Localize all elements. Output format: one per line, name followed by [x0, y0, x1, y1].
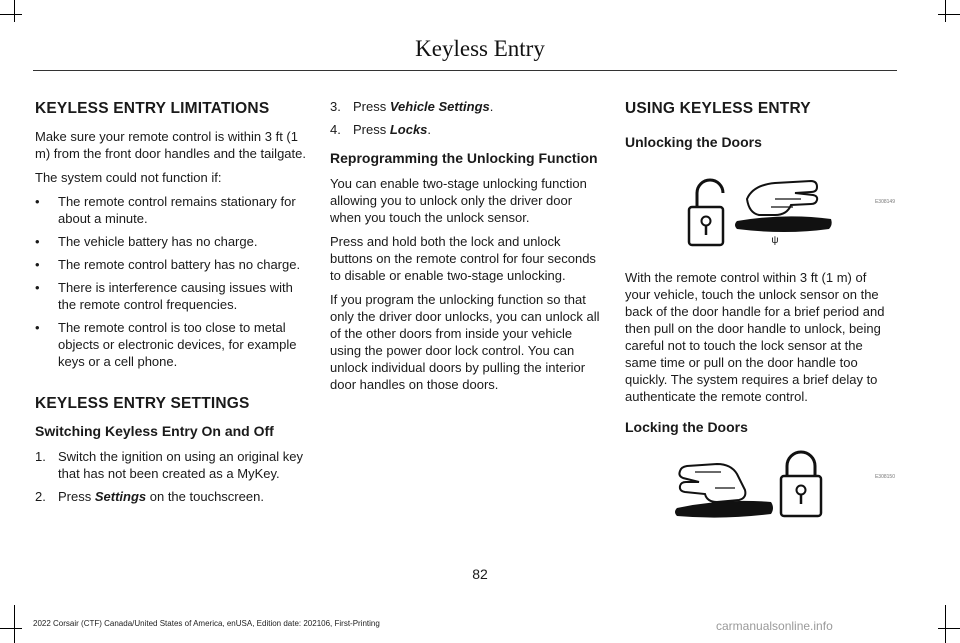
svg-text:ψ: ψ [771, 235, 779, 246]
heading-using-keyless-entry: USING KEYLESS ENTRY [625, 100, 811, 117]
paragraph-press-hold: Press and hold both the lock and unlock buttons on the remote control for four seconds to disable or enable two-stage unlocking. [330, 234, 596, 283]
step-text: Press [353, 122, 390, 137]
step-item [330, 98, 602, 115]
crop-mark [14, 605, 15, 643]
list-item [35, 256, 307, 273]
step-number: 1. [35, 449, 46, 464]
watermark: carmanualsonline.info [716, 619, 833, 633]
unlock-hand-icon [625, 159, 895, 259]
crop-mark [938, 628, 960, 629]
bullet-marker: • [35, 257, 40, 272]
paragraph-program-unlocking: If you program the unlocking function so that only the driver door unlocks, you can unlock all of the other doors from inside your vehicle using the power door lock control. You can unlock individual doors by pulling the interior door handles on those doors. [330, 292, 600, 392]
step-text: Press [353, 99, 390, 114]
column-middle [330, 96, 602, 400]
edition-footer: 2022 Corsair (CTF) Canada/United States of America, enUSA, Edition date: 202106, First-Printing [33, 619, 380, 628]
step-text-after: . [427, 122, 432, 137]
heading-keyless-entry-settings: KEYLESS ENTRY SETTINGS [35, 395, 250, 412]
heading-keyless-entry-limitations: KEYLESS ENTRY LIMITATIONS [35, 100, 270, 117]
steps-list [35, 448, 307, 505]
crop-mark [0, 14, 22, 15]
paragraph-range: Make sure your remote control is within 3 ft (1 m) from the front door handles and the tailgate. [35, 129, 306, 161]
crop-mark [938, 14, 960, 15]
steps-list-continued [330, 98, 602, 138]
list-item [35, 233, 307, 250]
step-emphasis: Vehicle Settings [389, 99, 490, 114]
list-item-text: There is interference causing issues with the remote control frequencies. [58, 280, 293, 312]
paragraph-unlock-instructions: With the remote control within 3 ft (1 m) of your vehicle, touch the unlock sensor on the back of the door handle for a brief period and then pull on the door handle to unlock, being careful not to touch the lock sensor at the same time or pull on the door handle too quickly. The system requires a brief delay to authenticate the remote control. [625, 270, 885, 404]
page-header-title: Keyless Entry [415, 36, 545, 61]
step-emphasis: Locks [389, 122, 428, 137]
list-item-text: The remote control battery has no charge. [58, 257, 301, 272]
bullet-marker: • [35, 280, 40, 295]
heading-reprogramming: Reprogramming the Unlocking Function [330, 150, 598, 166]
step-text-after: on the touchscreen. [146, 489, 264, 504]
column-right [625, 96, 895, 524]
heading-locking-doors: Locking the Doors [625, 419, 748, 435]
step-item [35, 448, 307, 482]
image-code: E308150 [874, 474, 895, 480]
image-code: E308149 [874, 199, 895, 205]
heading-unlocking-doors: Unlocking the Doors [625, 134, 762, 150]
page-number: 82 [472, 566, 488, 582]
step-text: Press [58, 489, 95, 504]
step-emphasis: Settings [94, 489, 147, 504]
limitations-list [35, 193, 307, 370]
crop-mark [14, 0, 15, 22]
paragraph-two-stage: You can enable two-stage unlocking function allowing you to unlock only the driver door when you touch the unlock sensor. [330, 176, 587, 225]
step-number: 4. [330, 122, 341, 137]
bullet-marker: • [35, 194, 40, 209]
list-item-text: The vehicle battery has no charge. [58, 234, 258, 249]
paragraph-system-intro: The system could not function if: [35, 170, 222, 185]
unlock-illustration [625, 159, 895, 259]
crop-mark [0, 628, 22, 629]
heading-switching-keyless-entry: Switching Keyless Entry On and Off [35, 423, 274, 439]
list-item [35, 279, 307, 313]
bullet-marker: • [35, 234, 40, 249]
column-left [35, 96, 307, 512]
header-divider [33, 70, 897, 71]
list-item [35, 193, 307, 227]
crop-mark [945, 605, 946, 643]
step-number: 2. [35, 489, 46, 504]
crop-mark [945, 0, 946, 22]
step-item [330, 121, 602, 138]
lock-illustration [625, 444, 895, 524]
list-item-text: The remote control remains stationary for about a minute. [58, 194, 296, 226]
list-item-text: The remote control is too close to metal objects or electronic devices, for example keys or a cell phone. [58, 320, 297, 369]
step-number: 3. [330, 99, 341, 114]
step-item [35, 488, 307, 505]
step-text: Switch the ignition on using an original key that has not been created as a MyKey. [58, 449, 303, 481]
step-text-after: . [489, 99, 494, 114]
list-item [35, 319, 307, 370]
bullet-marker: • [35, 320, 40, 335]
lock-hand-icon [625, 444, 895, 524]
